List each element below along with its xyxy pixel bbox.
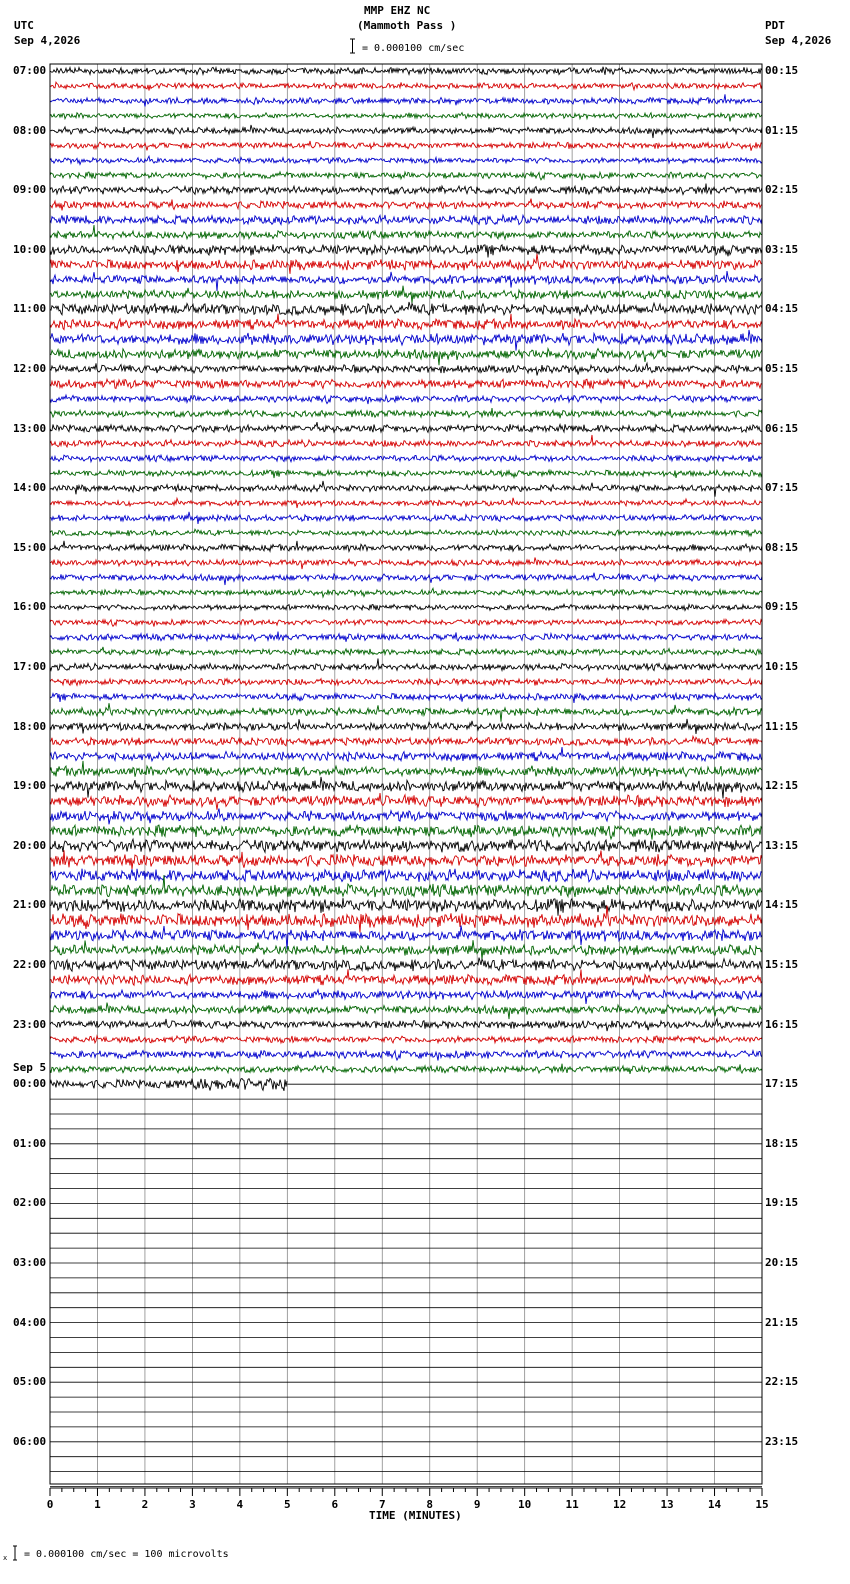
trace-row: [50, 395, 762, 404]
right-timezone: PDT: [765, 19, 785, 32]
x-tick-label: 12: [612, 1498, 627, 1511]
trace-row: [50, 940, 762, 959]
trace-row: [50, 619, 762, 626]
utc-hour-label: 17:00: [13, 660, 47, 673]
trace-row: [50, 314, 762, 330]
trace-row: [50, 678, 762, 685]
trace-row: [50, 156, 762, 164]
trace-row: [50, 777, 762, 799]
x-tick-label: 10: [518, 1498, 532, 1511]
x-tick-label: 5: [284, 1498, 291, 1511]
trace-row: [50, 512, 762, 524]
pdt-hour-label: 03:15: [765, 242, 799, 256]
x-tick-label: 0: [46, 1498, 54, 1511]
trace-row: [50, 408, 762, 418]
pdt-hour-label: 18:15: [765, 1136, 799, 1150]
trace-row: [50, 588, 762, 597]
pdt-hour-label: 10:15: [765, 660, 799, 673]
trace-row: [50, 330, 762, 351]
utc-hour-label: 01:00: [13, 1136, 47, 1150]
pdt-hour-label: 19:15: [765, 1196, 799, 1210]
pdt-hour-label: 15:15: [765, 958, 799, 971]
x-tick-label: 4: [236, 1498, 244, 1511]
trace-row: [50, 184, 762, 195]
trace-row: [50, 113, 762, 122]
trace-row: [50, 271, 762, 291]
pdt-hour-label: 09:15: [765, 600, 799, 614]
trace-row: [50, 215, 762, 225]
trace-row: [50, 958, 762, 972]
trace-row: [50, 349, 762, 366]
date-change-label: Sep 5: [13, 1061, 47, 1074]
pdt-hour-label: 23:15: [765, 1434, 799, 1448]
scale-bar-icon: [349, 38, 356, 54]
utc-hour-label: 09:00: [13, 183, 47, 197]
trace-row: [50, 141, 762, 151]
pdt-hour-label: 07:15: [765, 481, 799, 495]
trace-row: [50, 470, 762, 478]
pdt-hour-label: 20:15: [765, 1256, 799, 1269]
pdt-hour-label: 06:15: [765, 421, 799, 435]
utc-hour-label: 19:00: [13, 779, 47, 793]
trace-row: [50, 254, 762, 274]
utc-hour-label: 03:00: [13, 1256, 47, 1269]
left-date: Sep 4,2026: [14, 34, 81, 47]
right-date: Sep 4,2026: [765, 34, 832, 47]
trace-row: [50, 379, 762, 389]
trace-row: [50, 541, 762, 552]
x-axis-label: TIME (MINUTES): [369, 1509, 462, 1522]
trace-row: [50, 969, 762, 985]
trace-row: [50, 659, 762, 671]
trace-row: [50, 719, 762, 734]
pdt-hour-label: 16:15: [765, 1017, 799, 1031]
trace-row: [50, 990, 762, 1004]
utc-hour-label: 20:00: [13, 838, 47, 852]
trace-row: [50, 94, 762, 106]
utc-hour-label: 02:00: [13, 1196, 47, 1210]
trace-row: [50, 67, 762, 75]
trace-row: [50, 481, 762, 497]
trace-row: [50, 529, 762, 536]
trace-row: [50, 199, 762, 211]
utc-hour-label: 22:00: [13, 958, 47, 971]
trace-row: [50, 125, 762, 138]
x-tick-label: 7: [378, 1498, 386, 1511]
left-timezone: UTC: [14, 19, 34, 32]
trace-row: [50, 455, 762, 462]
trace-row: [50, 693, 762, 703]
pdt-hour-label: 08:15: [765, 540, 799, 554]
station-title: MMP EHZ NC: [364, 4, 431, 17]
trace-row: [50, 736, 762, 746]
pdt-hour-label: 00:15: [765, 64, 799, 77]
x-tick-label: 8: [426, 1498, 434, 1511]
pdt-hour-label: 01:15: [765, 123, 799, 137]
station-location: (Mammoth Pass ): [357, 19, 457, 32]
utc-hour-label: 05:00: [13, 1375, 47, 1389]
utc-hour-label: 21:00: [13, 898, 47, 912]
trace-row: [50, 498, 762, 508]
pdt-hour-label: 22:15: [765, 1375, 799, 1389]
trace-row: [50, 647, 762, 655]
traces: [50, 67, 762, 1487]
pdt-hour-label: 17:15: [765, 1077, 799, 1091]
utc-hour-label: 11:00: [13, 302, 47, 316]
trace-row: [50, 82, 762, 90]
utc-hour-label: 15:00: [13, 540, 47, 554]
trace-row: [50, 761, 762, 777]
utc-hour-label: 12:00: [13, 362, 47, 375]
x-tick-label: 13: [660, 1498, 674, 1511]
trace-row: [50, 825, 762, 840]
utc-hour-label: 08:00: [13, 123, 47, 137]
pdt-hour-label: 11:15: [765, 719, 799, 733]
x-tick-label: 6: [331, 1498, 339, 1511]
x-tick-label: 9: [473, 1498, 481, 1511]
pdt-hour-label: 12:15: [765, 779, 799, 793]
x-tick-label: 11: [565, 1498, 579, 1511]
utc-hour-label: 00:00: [13, 1077, 47, 1091]
trace-row: [50, 850, 762, 869]
scale-text: = 0.000100 cm/sec: [362, 43, 465, 54]
pdt-hour-label: 02:15: [765, 183, 799, 197]
trace-row: [50, 435, 762, 447]
pdt-hour-label: 05:15: [765, 362, 799, 375]
trace-row: [50, 286, 762, 303]
pdt-hour-label: 14:15: [765, 898, 799, 912]
x-tick-label: 15: [755, 1498, 769, 1511]
trace-row: [50, 703, 762, 722]
x-tick-label: 1: [94, 1498, 101, 1511]
trace-row: [50, 839, 762, 852]
trace-row: [50, 747, 762, 761]
utc-hour-label: 10:00: [13, 242, 47, 256]
trace-row: [50, 1036, 762, 1043]
x-tick-label: 2: [141, 1498, 149, 1511]
trace-row: [50, 244, 762, 257]
utc-hour-label: 23:00: [13, 1017, 47, 1031]
utc-hour-label: 06:00: [13, 1434, 47, 1448]
trace-row: [50, 225, 762, 239]
time-axis: [47, 1488, 769, 1511]
utc-hour-label: 14:00: [13, 481, 47, 495]
pdt-hour-label: 21:15: [765, 1315, 799, 1329]
utc-hour-label: 13:00: [13, 421, 47, 435]
utc-hour-label: 18:00: [13, 719, 47, 733]
trace-row: [50, 1003, 762, 1020]
trace-row: [50, 302, 762, 316]
utc-hour-label: 16:00: [13, 600, 47, 614]
trace-row: [50, 898, 762, 916]
trace-row: [50, 1050, 762, 1060]
trace-row: [50, 1079, 287, 1091]
trace-row: [50, 573, 762, 585]
x-tick-label: 3: [189, 1498, 196, 1511]
trace-row: [50, 363, 762, 375]
trace-row: [50, 793, 762, 810]
trace-row: [50, 632, 762, 642]
trace-row: [50, 869, 762, 882]
footer-scale-text: = 0.000100 cm/sec = 100 microvolts: [24, 1549, 229, 1560]
trace-row: [50, 809, 762, 825]
trace-row: [50, 1064, 762, 1074]
utc-hour-label: 04:00: [13, 1315, 47, 1329]
svg-text:x: x: [3, 1554, 8, 1562]
trace-row: [50, 422, 762, 432]
trace-row: [50, 1019, 762, 1031]
pdt-hour-label: 04:15: [765, 302, 799, 316]
footer-scale-icon: [3, 1544, 19, 1562]
x-tick-label: 14: [707, 1498, 722, 1511]
trace-row: [50, 604, 762, 610]
trace-row: [50, 558, 762, 570]
utc-hour-label: 07:00: [13, 64, 47, 77]
trace-row: [50, 172, 762, 180]
pdt-hour-label: 13:15: [765, 838, 799, 852]
